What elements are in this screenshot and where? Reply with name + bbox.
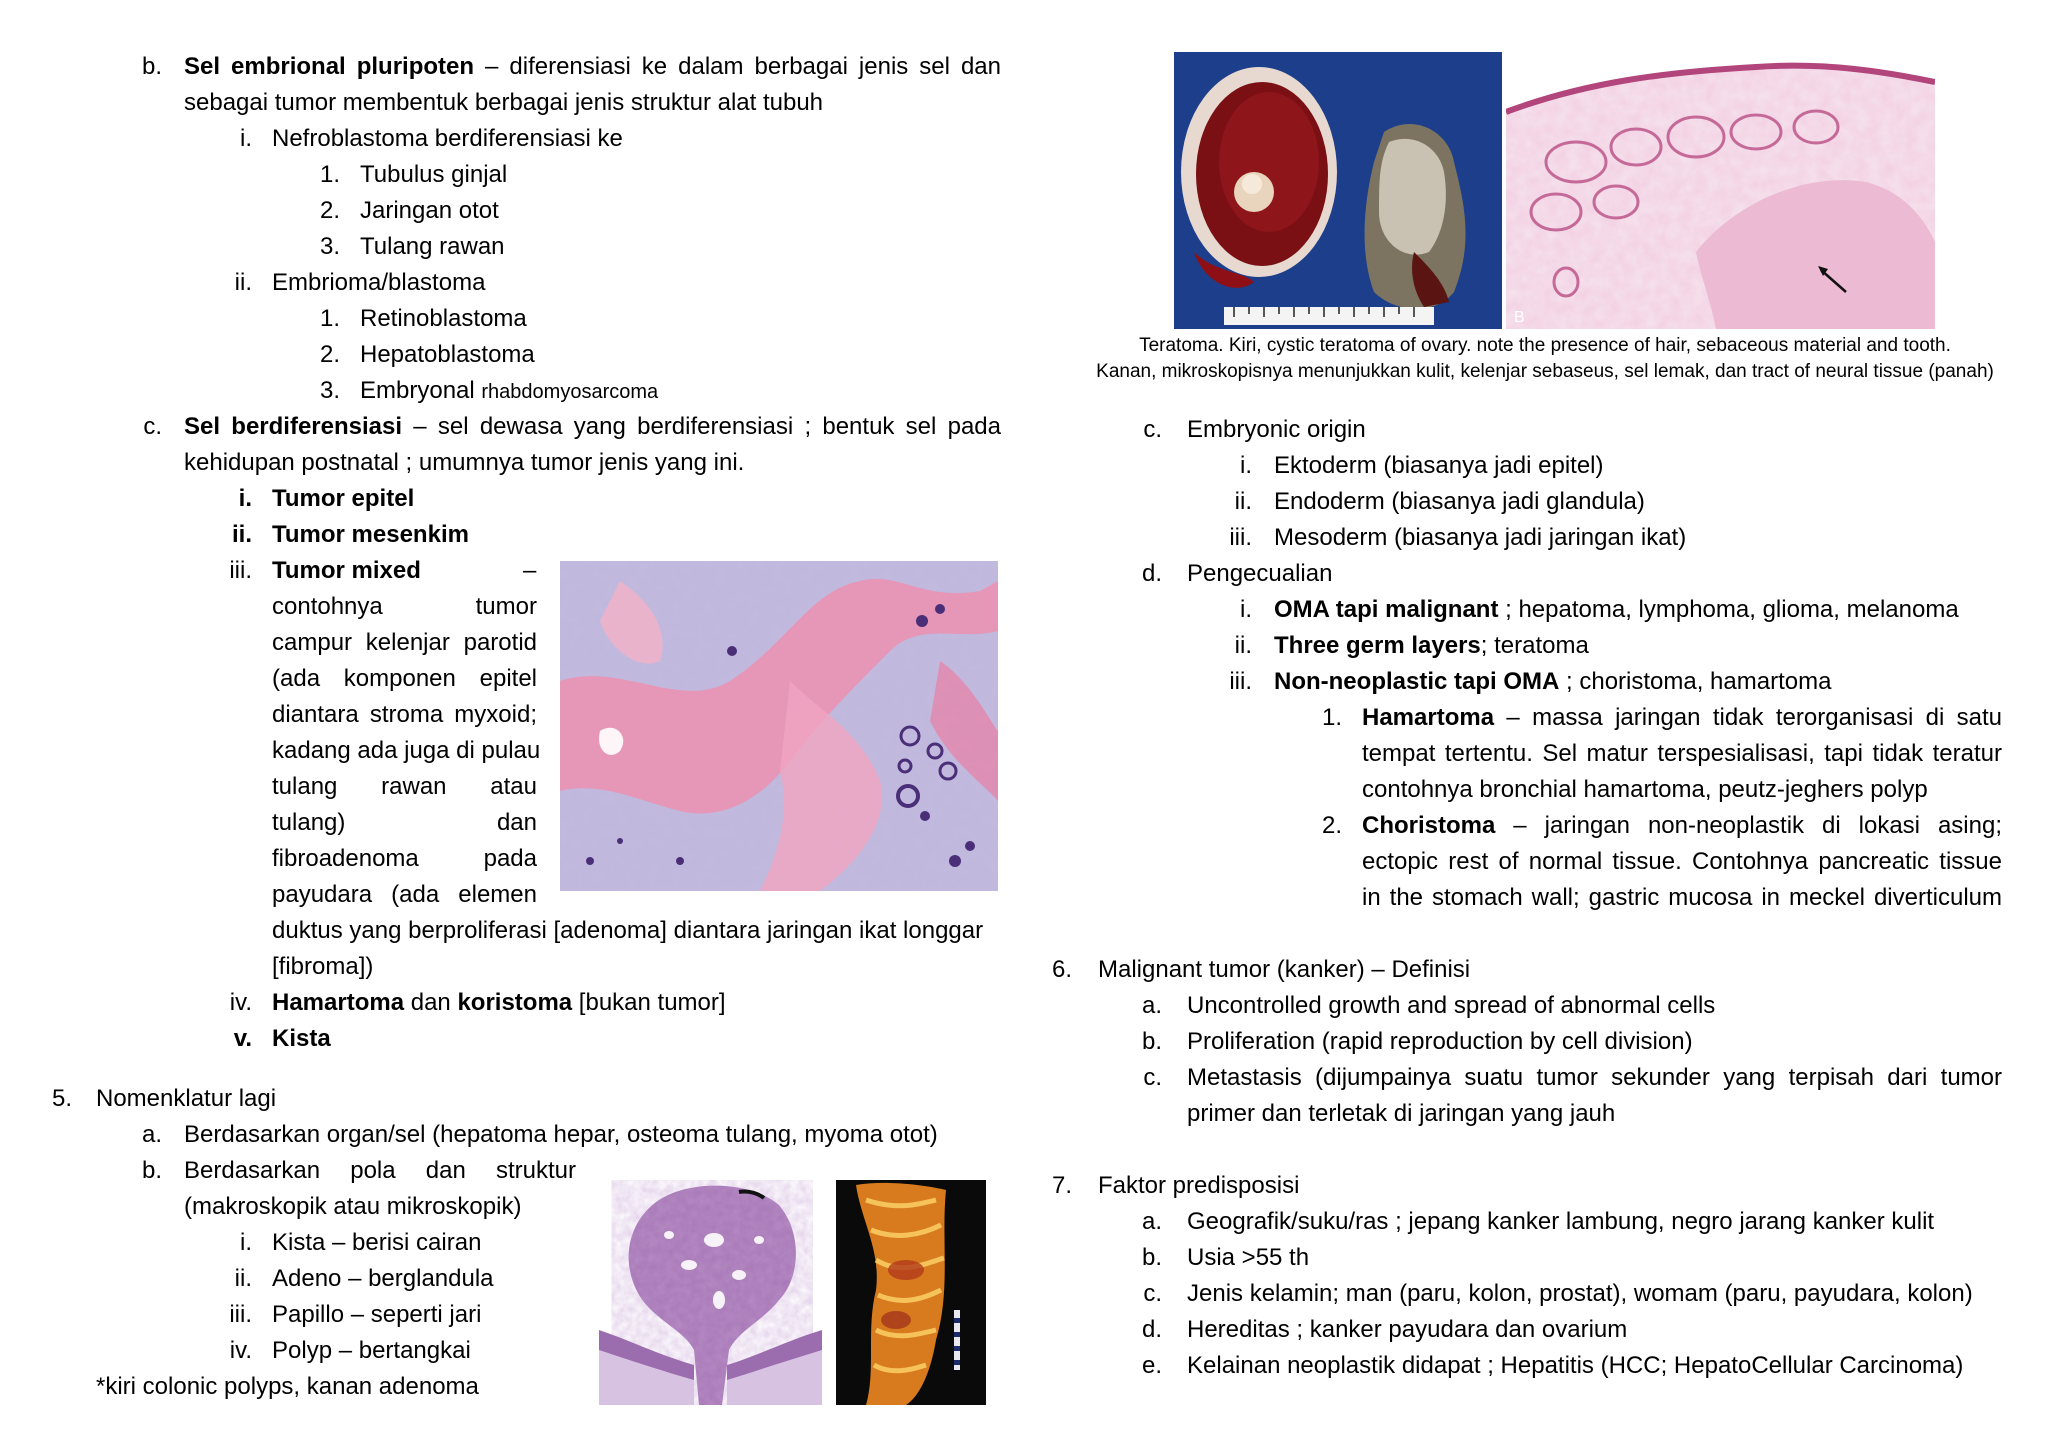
list-marker: 3. [319, 377, 340, 404]
paragraph-line: (makroskopik atau mikroskopik) [184, 1193, 522, 1220]
list-marker: 1. [319, 305, 340, 332]
paragraph-line: primer dan terletak di jaringan yang jauh [1187, 1100, 1616, 1127]
paragraph-line: Hamartoma – massa jaringan tidak terorganisasi di satu [1362, 704, 2002, 731]
section-number: 5. [51, 1085, 72, 1112]
list-marker: iii. [1229, 524, 1252, 551]
list-item: Non-neoplastic tapi OMA ; choristoma, hamartoma [1274, 668, 1832, 695]
list-item: Ektoderm (biasanya jadi epitel) [1274, 452, 1604, 479]
list-marker: b. [1141, 1244, 1162, 1271]
list-marker: 2. [319, 341, 340, 368]
paragraph-line: Metastasis (dijumpainya suatu tumor sekunder yang terpisah dari tumor [1187, 1064, 2002, 1091]
image-note: *kiri colonic polyps, kanan adenoma [96, 1373, 479, 1400]
bold-term: Sel embrional pluripoten [184, 53, 475, 80]
list-item: Three germ layers; teratoma [1274, 632, 1589, 659]
list-item: Tubulus ginjal [360, 161, 508, 188]
paragraph-line: kehidupan postnatal ; umumnya tumor jenis yang ini. [184, 449, 745, 476]
list-item: Jenis kelamin; man (paru, kolon, prostat), womam (paru, payudara, kolon) [1187, 1280, 1973, 1307]
list-item: Uncontrolled growth and spread of abnormal cells [1187, 992, 1716, 1019]
paragraph-line: duktus yang berproliferasi [adenoma] diantara jaringan ikat longgar [272, 917, 984, 944]
paragraph-line: contohnya bronchial hamartoma, peutz-jeghers polyp [1362, 776, 1928, 803]
paragraph-line: (ada komponen epitel [272, 665, 537, 692]
list-item: Berdasarkan organ/sel (hepatoma hepar, osteoma tulang, myoma otot) [184, 1121, 938, 1148]
list-item: Embryonal rhabdomyosarcoma [360, 377, 659, 404]
teratoma-gross-image [1174, 52, 1502, 329]
paragraph-line: tulang) dan [272, 809, 537, 836]
list-item: Hereditas ; kanker payudara dan ovarium [1187, 1316, 1628, 1343]
list-item: Hepatoblastoma [360, 341, 535, 368]
teratoma-histology-image [1506, 52, 1935, 329]
list-marker: 1. [319, 161, 340, 188]
list-marker: iii. [1229, 668, 1252, 695]
list-marker: c. [1143, 416, 1162, 443]
paragraph-line: diantara stroma myxoid; [272, 701, 537, 728]
list-marker: b. [141, 1157, 162, 1184]
paragraph-line: contohnya tumor [272, 593, 537, 620]
list-marker: c. [1143, 1064, 1162, 1091]
list-item: Retinoblastoma [360, 305, 527, 332]
paragraph-line: ectopic rest of normal tissue. Contohnya pancreatic tissue [1362, 848, 2002, 875]
list-marker: a. [1141, 992, 1162, 1019]
list-item: Usia >55 th [1187, 1244, 1310, 1271]
paragraph-line: Sel berdiferensiasi – sel dewasa yang berdiferensiasi ; bentuk sel pada [184, 413, 1002, 440]
list-item: Proliferation (rapid reproduction by cell division) [1187, 1028, 1693, 1055]
paragraph-line: tulang rawan atau [272, 773, 537, 800]
paragraph-line: in the stomach wall; gastric mucosa in meckel diverticulum [1362, 884, 2002, 911]
list-item: Embrioma/blastoma [272, 269, 486, 296]
list-marker: 2. [1321, 812, 1342, 839]
list-marker: a. [1141, 1208, 1162, 1235]
list-marker: ii. [231, 521, 252, 548]
bold-term: Sel berdiferensiasi [184, 413, 403, 440]
figure-caption: Kanan, mikroskopisnya menunjukkan kulit, kelenjar sebaseus, sel lemak, dan tract of neural tissue (panah) [1096, 361, 1994, 382]
list-marker: c. [1143, 1280, 1162, 1307]
list-marker: iv. [229, 989, 252, 1016]
list-item: Adeno – berglandula [272, 1265, 494, 1292]
list-item: Tumor mesenkim [272, 521, 469, 548]
paragraph-line: tempat tertentu. Sel matur terspesialisasi, tapi tidak teratur [1362, 740, 2002, 767]
section-number: 7. [1051, 1172, 1072, 1199]
section-title: Faktor predisposisi [1098, 1172, 1300, 1199]
list-item: Mesoderm (biasanya jadi jaringan ikat) [1274, 524, 1687, 551]
list-marker: b. [141, 53, 162, 80]
section-number: 6. [1051, 956, 1072, 983]
paragraph-line: kadang ada juga di pulau [272, 737, 541, 764]
figure-caption: Teratoma. Kiri, cystic teratoma of ovary. note the presence of hair, sebaceous material and tooth. [1139, 335, 1951, 356]
list-item: Tulang rawan [360, 233, 505, 260]
list-item: Embryonic origin [1187, 416, 1366, 443]
paragraph-line: campur kelenjar parotid [272, 629, 537, 656]
list-marker: 3. [319, 233, 340, 260]
list-marker: iii. [229, 1301, 252, 1328]
list-marker: i. [240, 1229, 252, 1256]
list-marker: 1. [1321, 704, 1342, 731]
list-marker: ii. [1234, 632, 1252, 659]
list-item: Kista [272, 1025, 331, 1052]
dash: – [523, 557, 537, 584]
list-marker: ii. [234, 1265, 252, 1292]
list-item: Tumor epitel [272, 485, 415, 512]
list-marker: b. [1141, 1028, 1162, 1055]
mixed-tumor-histology-image [560, 561, 998, 891]
list-marker: e. [1141, 1352, 1162, 1379]
list-marker: ii. [1234, 488, 1252, 515]
list-marker: iv. [229, 1337, 252, 1364]
list-marker: 2. [319, 197, 340, 224]
list-item: OMA tapi malignant ; hepatoma, lymphoma, glioma, melanoma [1274, 596, 1959, 623]
list-item: Polyp – bertangkai [272, 1337, 471, 1364]
list-marker: i. [1240, 596, 1252, 623]
list-item: Papillo – seperti jari [272, 1301, 482, 1328]
list-item: Kista – berisi cairan [272, 1229, 482, 1256]
colonic-polyp-histology-image [599, 1180, 822, 1405]
list-marker: v. [233, 1025, 252, 1052]
list-marker: i. [240, 125, 252, 152]
section-title: Malignant tumor (kanker) – Definisi [1098, 956, 1471, 983]
list-item: Kelainan neoplastik didapat ; Hepatitis (HCC; HepatoCellular Carcinoma) [1187, 1352, 1964, 1379]
paragraph-line: sebagai tumor membentuk berbagai jenis struktur alat tubuh [184, 89, 824, 116]
list-marker: i. [1240, 452, 1252, 479]
list-item: Jaringan otot [360, 197, 499, 224]
bold-term: Tumor mixed [272, 557, 421, 584]
list-marker: d. [1141, 560, 1162, 587]
paragraph-line: payudara (ada elemen [272, 881, 537, 908]
list-item: Hamartoma dan koristoma [bukan tumor] [272, 989, 726, 1016]
section-title: Nomenklatur lagi [96, 1085, 277, 1112]
list-item: Pengecualian [1187, 560, 1333, 587]
gross-adenoma-image [836, 1180, 986, 1405]
paragraph-line: Choristoma – jaringan non-neoplastik di lokasi asing; [1362, 812, 2002, 839]
list-item: Geografik/suku/ras ; jepang kanker lambung, negro jarang kanker kulit [1187, 1208, 1935, 1235]
paragraph-line: [fibroma]) [272, 953, 374, 980]
list-marker: i. [238, 485, 252, 512]
list-item: Nefroblastoma berdiferensiasi ke [272, 125, 623, 152]
paragraph-line: fibroadenoma pada [272, 845, 537, 872]
list-marker: ii. [234, 269, 252, 296]
list-item: Endoderm (biasanya jadi glandula) [1274, 488, 1645, 515]
list-marker: d. [1141, 1316, 1162, 1343]
list-marker: iii. [229, 557, 252, 584]
panel-label: B [1514, 309, 1525, 326]
list-marker: a. [141, 1121, 162, 1148]
paragraph-line: Sel embrional pluripoten – diferensiasi ke dalam berbagai jenis sel dan [184, 53, 1002, 80]
paragraph-line: Berdasarkan pola dan struktur [184, 1157, 576, 1184]
list-marker: c. [143, 413, 162, 440]
